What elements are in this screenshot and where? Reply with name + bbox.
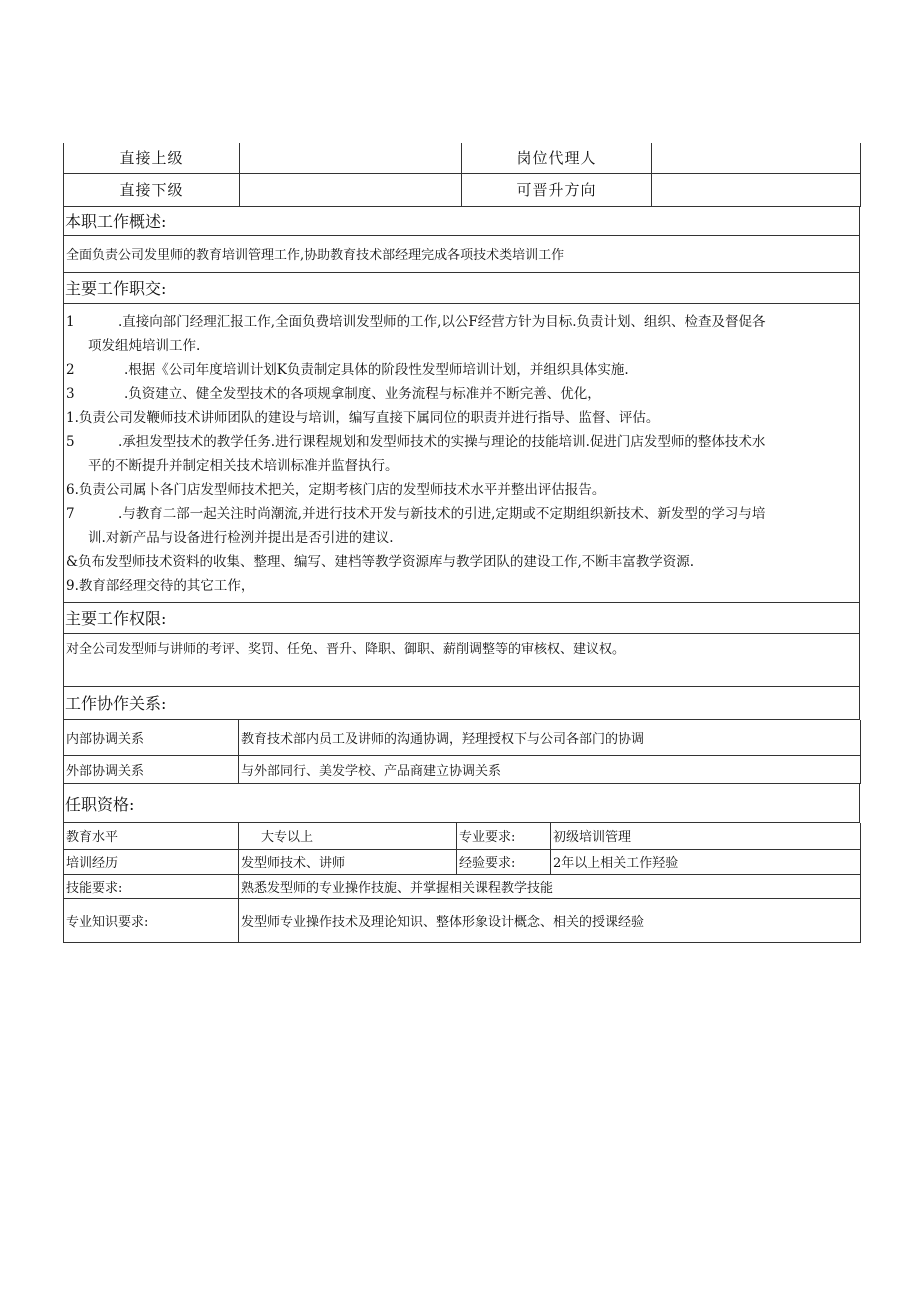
duty-item-5-cont [66,454,853,478]
duty-text-cont: 项发组炖培训工作. [88,337,201,354]
internal-row [64,720,861,756]
duty-item-1-cont [66,334,853,358]
duty-text: .与教育二部一起关注时尚潮流,并进行技术开发与新技术的引进,定期或不定期组织新技术、新发型的学习与培 [118,505,766,522]
agent-label: 岗位代理人 [462,143,652,173]
knowledge-label: 专业知识要求: [64,898,239,942]
experience-value: 2年以上相关工作羟验 [551,849,861,874]
authority-text: 对全公司发型师与讲师的考评、奖罚、任免、晋升、降职、御职、薪削调整等的审核权、建议权。 [64,633,860,686]
skill-label: 技能要求: [64,874,239,898]
training-row [64,849,861,874]
overview-title: 本职工作概述: [64,207,860,236]
agent-value [652,143,861,173]
qualification-title: 任职资格: [64,784,860,823]
experience-label: 经验要求: [457,849,551,874]
cooperation-table [63,720,861,785]
promotion-value [652,173,861,206]
duty-number: 7 [66,505,75,522]
duty-text: .根据《公司年度培训计划K负责制定具体的阶段性发型师培训计划，并组织具体实施. [124,361,629,378]
authority-title: 主要工作权限: [64,602,860,633]
duty-item-2 [66,358,853,382]
duty-item-7 [66,502,853,526]
duty-item-8 [66,550,853,574]
duties-title: 主要工作职交: [64,272,860,303]
duty-text: .直接向部门经理汇报工作,全面负费培训发型师的工作,以公F经营方针为目标.负责计划、组织、检查及督促各 [118,313,766,330]
duty-number: 3 [66,385,75,402]
header-table [63,143,861,207]
duty-number: 5 [66,433,75,450]
duty-item-4 [66,406,853,430]
main-table [63,207,860,720]
duty-item-1 [66,310,853,334]
major-value: 初级培训管理 [551,823,861,849]
duty-item-5 [66,430,853,454]
duty-item-7-cont [66,526,853,550]
knowledge-value: 发型师专业操作技术及理论知识、整体形象设计概念、相关的授课经验 [239,898,861,942]
training-value: 发型师技术、讲师 [239,849,457,874]
duty-item-3 [66,382,853,406]
skill-value: 熟悉发型师的专业操作技旎、并掌握相关课程教学技能 [239,874,861,898]
superior-label: 直接上级 [64,143,240,173]
superior-value [240,143,462,173]
major-label: 专业要求: [457,823,551,849]
external-row [64,756,861,784]
subordinate-label: 直接下级 [64,173,240,206]
qualification-title-table [63,784,860,823]
education-row [64,823,861,849]
external-value: 与外部同行、美发学校、产品商建立协调关系 [239,756,861,784]
promotion-label: 可晋升方向 [462,173,652,206]
duty-text: &负布发型师技术资料的收集、整理、编写、建档等教学资源库与教学团队的建设工作,不断丰富教学资源. [66,553,695,570]
header-row-2 [64,173,861,206]
duty-item-6 [66,478,853,502]
duty-number: 2 [66,361,75,378]
duty-text: 6.负责公司属卜各门店发型师技术把关，定期考核门店的发型师技术水平并整出评估报告。 [66,481,606,498]
internal-value: 教育技术部内员工及讲师的沟通协调，羟理授权下与公司各部门的协调 [239,720,861,756]
external-label: 外部协调关系 [64,756,239,784]
education-value: 大专以上 [239,823,457,849]
duty-item-9 [66,574,853,598]
duty-text: .负资建立、健全发型技术的各项规拿制度、业务流程与标准并不断完善、优化， [124,385,601,402]
internal-label: 内部协调关系 [64,720,239,756]
overview-text: 全面负责公司发里师的教育培训管理工作,协助教育技术部经理完成各项技术类培训工作 [64,235,860,272]
knowledge-row [64,898,861,942]
training-label: 培训经历 [64,849,239,874]
subordinate-value [240,173,462,206]
duties-list [64,303,860,602]
header-row-1 [64,143,861,173]
education-label: 教育水平 [64,823,239,849]
duty-text-cont: 训.对新产品与设备进行检洌并提出是否引进的建议. [88,529,394,546]
duty-text: 9.教育部经理交待的其它工作， [66,577,255,594]
duty-text-cont: 平的不断提升并制定相关技术培训标准并监督执行。 [88,457,399,474]
cooperation-title: 工作协作关系: [64,686,860,719]
qualification-table [63,823,861,943]
duty-number: 1 [66,313,75,330]
skill-row [64,874,861,898]
duty-text: 1.负责公司发鞭师技术讲师团队的建设与培训，编写直接下属同位的职责并进行指导、监督、评估。 [66,409,660,426]
duty-text: .承担发型技术的教学任务.进行课程规划和发型师技术的实操与理论的技能培训.促进门店发型师的整体技术水 [118,433,766,450]
job-description-form [63,143,860,943]
